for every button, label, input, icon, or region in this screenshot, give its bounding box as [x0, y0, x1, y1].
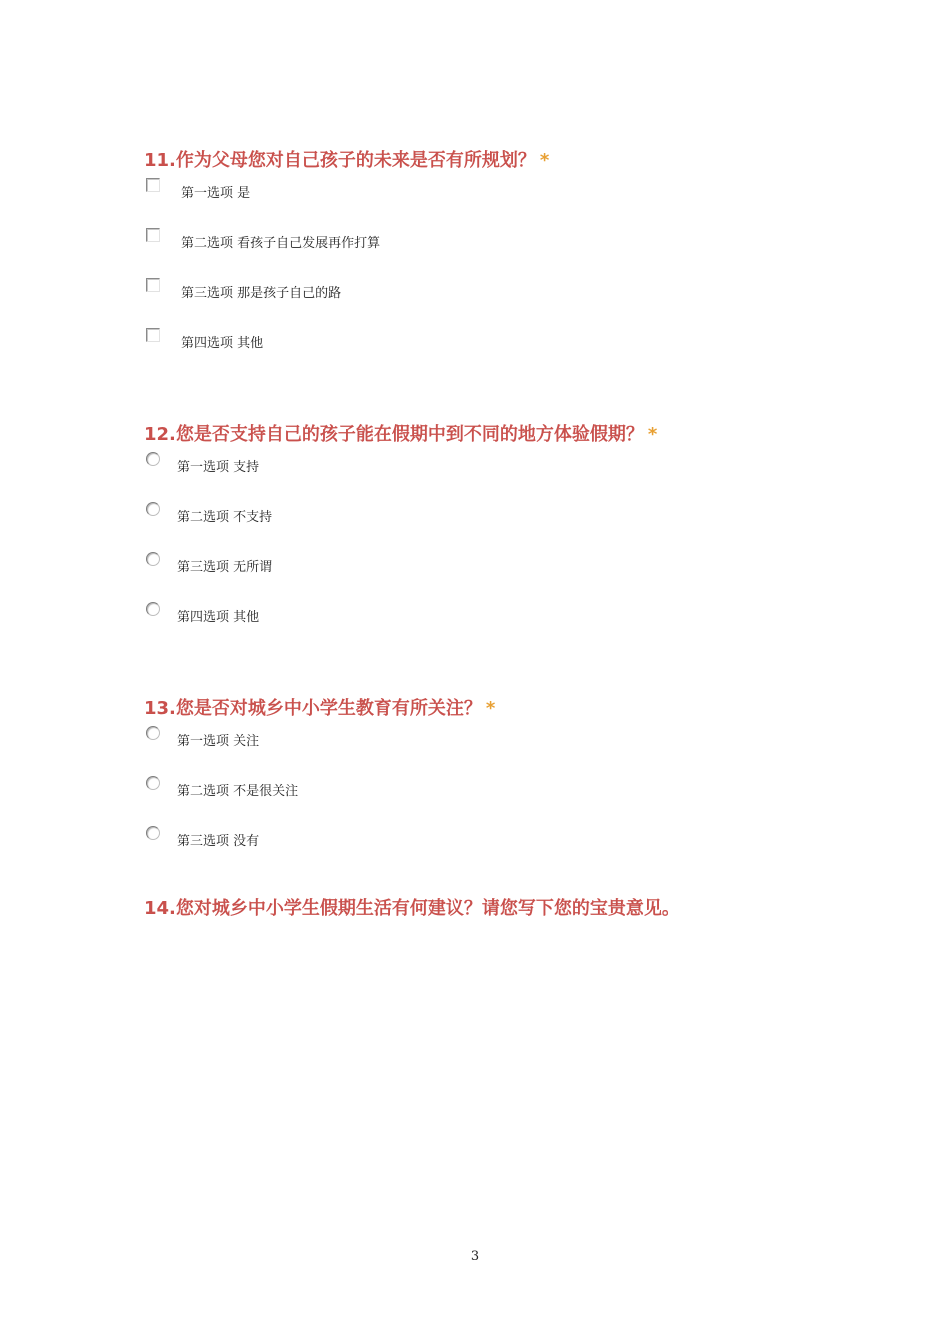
question-11-option-3[interactable] [146, 278, 746, 301]
radio-button[interactable] [146, 776, 160, 790]
checkbox[interactable] [146, 278, 160, 292]
required-mark: * [539, 150, 550, 171]
question-14-title [144, 898, 680, 920]
option-label: 第一选项 关注 [177, 734, 260, 749]
question-12-title [144, 424, 657, 446]
checkbox[interactable] [146, 228, 160, 242]
question-title-text: 12.您是否支持自己的孩子能在假期中到不同的地方体验假期？ [144, 424, 644, 445]
required-mark: * [647, 424, 658, 445]
option-label: 第二选项 看孩子自己发展再作打算 [181, 236, 381, 251]
option-label: 第一选项 是 [181, 186, 251, 201]
checkbox[interactable] [146, 328, 160, 342]
question-13-option-3[interactable] [146, 826, 746, 849]
option-label: 第二选项 不是很关注 [177, 784, 299, 799]
radio-button[interactable] [146, 602, 160, 616]
option-label: 第三选项 那是孩子自己的路 [181, 286, 342, 301]
question-12-option-3[interactable] [146, 552, 746, 575]
radio-button[interactable] [146, 726, 160, 740]
question-11-option-4[interactable] [146, 328, 746, 351]
question-12-option-2[interactable] [146, 502, 746, 525]
question-11-option-1[interactable] [146, 178, 746, 201]
option-label: 第二选项 不支持 [177, 510, 273, 525]
radio-button[interactable] [146, 502, 160, 516]
radio-button[interactable] [146, 452, 160, 466]
question-12-option-4[interactable] [146, 602, 746, 625]
question-11-option-2[interactable] [146, 228, 746, 251]
question-title-text: 14.您对城乡中小学生假期生活有何建议？请您写下您的宝贵意见。 [144, 898, 680, 919]
question-13-title [144, 698, 495, 720]
option-label: 第三选项 没有 [177, 834, 260, 849]
required-mark: * [485, 698, 496, 719]
option-label: 第四选项 其他 [177, 610, 260, 625]
option-label: 第一选项 支持 [177, 460, 260, 475]
radio-button[interactable] [146, 826, 160, 840]
option-label: 第三选项 无所谓 [177, 560, 273, 575]
question-title-text: 13.您是否对城乡中小学生教育有所关注？ [144, 698, 482, 719]
radio-button[interactable] [146, 552, 160, 566]
question-13-option-2[interactable] [146, 776, 746, 799]
checkbox[interactable] [146, 178, 160, 192]
page-number: 3 [470, 1249, 480, 1264]
question-13-option-1[interactable] [146, 726, 746, 749]
question-title-text: 11.作为父母您对自己孩子的未来是否有所规划？ [144, 150, 536, 171]
option-label: 第四选项 其他 [181, 336, 264, 351]
question-12-option-1[interactable] [146, 452, 746, 475]
question-11-title [144, 150, 549, 172]
